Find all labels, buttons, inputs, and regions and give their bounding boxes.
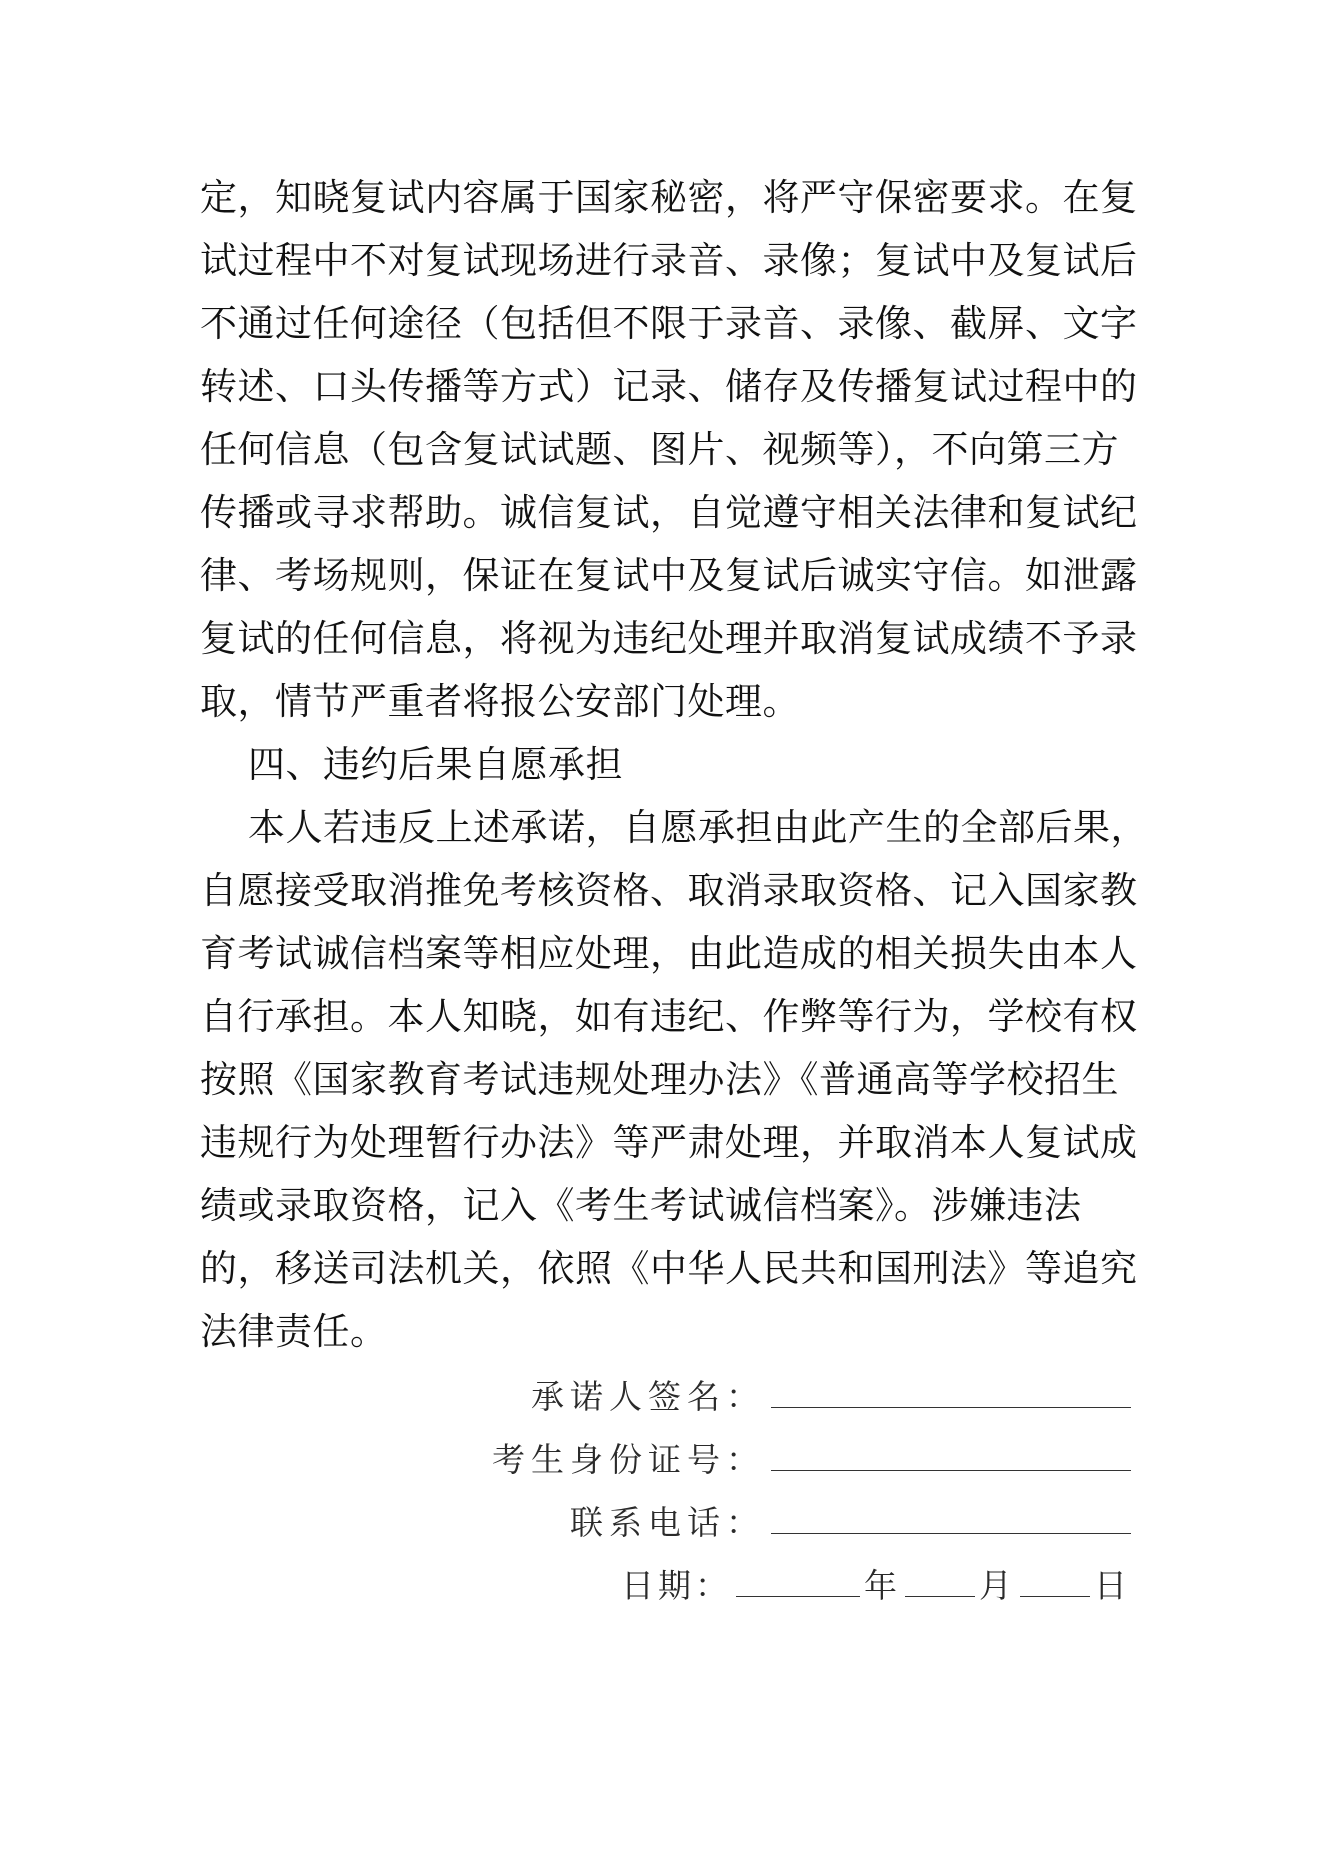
id-row: [492, 1428, 1131, 1491]
body-line: 自愿接受取消推免考核资格、取消录取资格、记入国家教: [200, 869, 1138, 912]
pledge-body: [200, 166, 1148, 1363]
body-line: 传播或寻求帮助。诚信复试，自觉遵守相关法律和复试纪: [200, 491, 1138, 534]
signer-row: [492, 1365, 1131, 1428]
date-label: 日期：: [621, 1566, 732, 1605]
year-label: 年: [864, 1566, 901, 1605]
day-label: 日: [1094, 1566, 1131, 1605]
body-line: 任何信息（包含复试试题、图片、视频等），不向第三方: [200, 428, 1119, 471]
body-line: 复试的任何信息，将视为违纪处理并取消复试成绩不予录: [200, 617, 1138, 660]
signature-block: [492, 1365, 1131, 1617]
month-field[interactable]: [905, 1560, 975, 1597]
year-field[interactable]: [736, 1560, 860, 1597]
body-line: 不通过任何途径（包括但不限于录音、录像、截屏、文字: [200, 302, 1138, 345]
phone-row: [492, 1491, 1131, 1554]
body-line: 自行承担。本人知晓，如有违纪、作弊等行为，学校有权: [200, 995, 1138, 1038]
body-line: 试过程中不对复试现场进行录音、录像；复试中及复试后: [200, 239, 1138, 282]
body-line: 法律责任。: [200, 1310, 388, 1353]
body-line: 转述、口头传播等方式）记录、储存及传播复试过程中的: [200, 365, 1138, 408]
body-line: 本人若违反上述承诺，自愿承担由此产生的全部后果，: [248, 806, 1148, 849]
body-line: 育考试诚信档案等相应处理，由此造成的相关损失由本人: [200, 932, 1138, 975]
body-line: 的，移送司法机关，依照《中华人民共和国刑法》等追究: [200, 1247, 1138, 1290]
phone-field[interactable]: [771, 1497, 1131, 1534]
signer-label: 承诺人签名：: [531, 1377, 765, 1416]
body-line: 律、考场规则，保证在复试中及复试后诚实守信。如泄露: [200, 554, 1138, 597]
body-line: 按照《国家教育考试违规处理办法》《普通高等学校招生: [200, 1058, 1119, 1101]
body-line: 违规行为处理暂行办法》等严肃处理，并取消本人复试成: [200, 1121, 1138, 1164]
body-line: 定，知晓复试内容属于国家秘密，将严守保密要求。在复: [200, 176, 1138, 219]
month-label: 月: [979, 1566, 1016, 1605]
body-line: 绩或录取资格，记入《考生考试诚信档案》。涉嫌违法: [200, 1184, 1082, 1227]
id-number-field[interactable]: [771, 1434, 1131, 1471]
signer-name-field[interactable]: [771, 1371, 1131, 1408]
day-field[interactable]: [1020, 1560, 1090, 1597]
date-row: [492, 1554, 1131, 1617]
phone-label: 联系电话：: [570, 1503, 765, 1542]
body-line: 取，情节严重者将报公安部门处理。: [200, 680, 800, 723]
section-heading: 四、违约后果自愿承担: [248, 743, 623, 786]
id-number-label: 考生身份证号：: [492, 1440, 765, 1479]
